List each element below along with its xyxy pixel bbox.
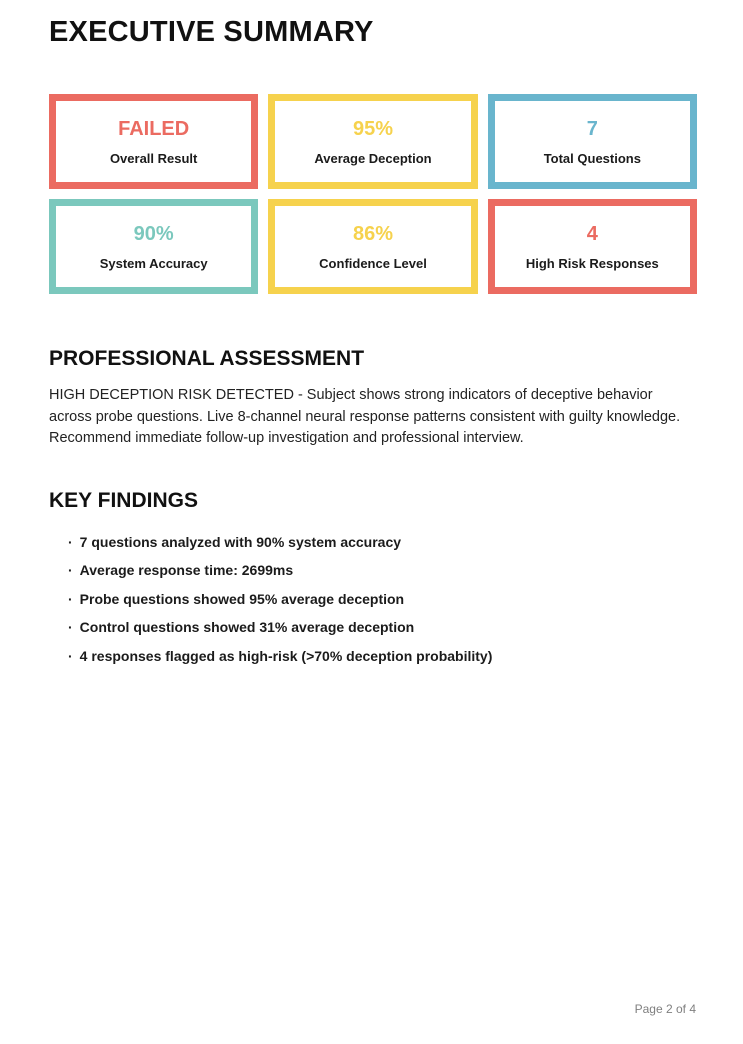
findings-heading: KEY FINDINGS xyxy=(49,488,198,512)
finding-text: Average response time: 2699ms xyxy=(79,562,294,578)
stat-card-high-risk-responses xyxy=(488,199,697,294)
finding-item xyxy=(68,649,697,664)
finding-text: Probe questions showed 95% average deception xyxy=(79,590,405,607)
bullet-icon: · xyxy=(68,619,73,635)
stat-label: Confidence Level xyxy=(319,255,427,271)
finding-text: 4 responses flagged as high-risk (>70% deception probability) xyxy=(79,647,493,664)
stat-value: 95% xyxy=(352,117,393,140)
stat-card-system-accuracy xyxy=(49,199,258,294)
finding-text: 7 questions analyzed with 90% system accuracy xyxy=(79,533,402,550)
section-professional-assessment xyxy=(49,347,697,450)
section-key-findings xyxy=(49,489,697,664)
bullet-icon: · xyxy=(68,647,73,664)
assessment-text: HIGH DECEPTION RISK DETECTED - Subject shows strong indicators of deceptive behavior across probe questions. Live 8-channel neural response patterns consistent with guilty knowledge. Recommend immediate follow-up investigation and professional interview. xyxy=(49,387,681,446)
stat-value: FAILED xyxy=(118,117,190,140)
assessment-heading: PROFESSIONAL ASSESSMENT xyxy=(49,347,365,370)
finding-item xyxy=(68,535,697,550)
stat-label: Total Questions xyxy=(543,150,641,166)
finding-item xyxy=(68,592,697,607)
stat-value: 86% xyxy=(352,222,393,245)
stat-value: 90% xyxy=(133,222,174,245)
stat-card-average-deception xyxy=(268,94,477,189)
page-title: EXECUTIVE SUMMARY xyxy=(49,16,374,48)
stat-value: 4 xyxy=(586,222,598,245)
bullet-icon: · xyxy=(68,590,73,607)
page-number: Page 2 of 4 xyxy=(634,1002,696,1016)
finding-text: Control questions showed 31% average deception xyxy=(79,619,415,635)
stat-card-confidence-level xyxy=(268,199,477,294)
findings-list xyxy=(49,535,697,664)
stat-label: High Risk Responses xyxy=(525,255,659,271)
bullet-icon: · xyxy=(68,533,73,550)
stat-card-total-questions xyxy=(488,94,697,189)
finding-item xyxy=(68,620,697,635)
stat-label: Overall Result xyxy=(109,150,198,166)
stat-card-grid xyxy=(49,94,697,294)
stat-label: System Accuracy xyxy=(99,255,208,271)
stat-card-overall-result xyxy=(49,94,258,189)
bullet-icon: · xyxy=(68,562,73,578)
finding-item xyxy=(68,563,697,578)
stat-value: 7 xyxy=(586,117,598,140)
stat-label: Average Deception xyxy=(314,150,432,166)
